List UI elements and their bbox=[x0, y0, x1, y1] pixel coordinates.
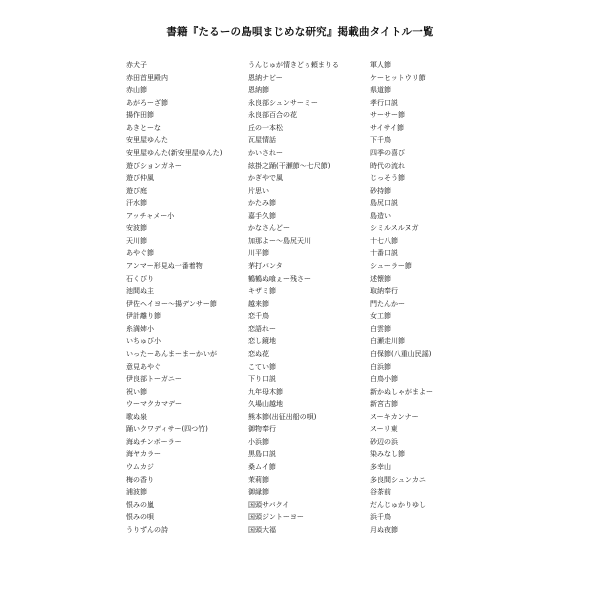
song-title-item: 恋ぬ花 bbox=[248, 349, 269, 358]
song-title-item: 片思い bbox=[248, 186, 269, 195]
song-title-item: 軍人節 bbox=[370, 61, 391, 69]
song-title-item: 池間ぬ主 bbox=[126, 287, 154, 296]
song-title-item: 赤田首里殿内 bbox=[126, 73, 168, 82]
song-title-item: 海ヤカラー bbox=[126, 450, 161, 459]
song-title-item: アンマー形見ぬ一番着物 bbox=[126, 262, 203, 270]
song-title-item: かぎやで風 bbox=[248, 174, 283, 183]
song-title-item: かいされー bbox=[248, 148, 283, 157]
song-title-item: 久場山越地 bbox=[248, 400, 283, 409]
song-title-item: ウムカジ bbox=[126, 463, 154, 471]
song-title-item: 揚作田節 bbox=[126, 111, 154, 120]
song-title-item: 海ぬチンボーラー bbox=[126, 437, 182, 446]
song-title-item: 国頭ジントーヨー bbox=[248, 513, 304, 522]
song-title-item: あがろーざ節 bbox=[126, 98, 168, 107]
song-title-item: 時代の流れ bbox=[370, 161, 405, 170]
song-title-item: 小浜節 bbox=[248, 437, 269, 446]
song-title-item: シミルスルヌガ bbox=[370, 224, 419, 233]
song-title-item: ウーマクカマデー bbox=[126, 400, 182, 409]
song-title-item: うりずんの詩 bbox=[126, 525, 168, 534]
song-title-item: 永良部シュンサーミー bbox=[248, 98, 318, 107]
song-title-item: スーキカンナー bbox=[370, 412, 419, 421]
song-title-item: 九年母木節 bbox=[248, 387, 283, 396]
song-title-item: 熊本節(出征出船の唄) bbox=[248, 412, 317, 421]
song-title-item: 月ぬ夜節 bbox=[370, 525, 398, 534]
song-title-item: 遊びションガネー bbox=[126, 161, 182, 170]
song-title-item: 浦波節 bbox=[126, 488, 147, 497]
song-title-item: 鶴鶴ぬ喰ぇー残さー bbox=[248, 274, 311, 283]
song-title-item: キザミ節 bbox=[248, 287, 276, 296]
song-title-item: 梅の香り bbox=[126, 475, 154, 484]
song-title-item: 丘の一本松 bbox=[248, 123, 283, 132]
song-title-item: 黒島口説 bbox=[248, 450, 276, 459]
song-title-item: 新かぬしゃがまよー bbox=[370, 387, 433, 396]
song-title-item: 意見あやぐ bbox=[126, 362, 161, 371]
song-title-item: 恩納節 bbox=[248, 86, 269, 95]
song-title-item: 下千鳥 bbox=[370, 136, 391, 145]
song-title-item: サイサイ節 bbox=[370, 123, 405, 132]
song-title-item: 浜千鳥 bbox=[370, 513, 391, 522]
song-title-item: 永良部百合の花 bbox=[248, 111, 297, 120]
song-title-item: 汗水節 bbox=[126, 199, 147, 208]
song-title-item: 川平節 bbox=[248, 249, 269, 258]
song-title-item: じっそう節 bbox=[370, 174, 405, 183]
song-title-item: 嘉手久節 bbox=[248, 211, 276, 220]
title-column-3 bbox=[370, 59, 433, 536]
song-title-item: 島尻口説 bbox=[370, 199, 398, 208]
song-title-item: 県道節 bbox=[370, 86, 391, 95]
song-title-item: 石くびり bbox=[126, 274, 154, 283]
song-title-item: 踊いクワディサー(四つ竹) bbox=[126, 425, 208, 434]
song-title-item: いちゅび小 bbox=[126, 337, 161, 346]
song-title-item: 島造い bbox=[370, 211, 391, 220]
song-title-item: 御物奉行 bbox=[248, 425, 276, 434]
song-title-item: アッチャメー小 bbox=[126, 211, 175, 220]
song-title-item: シューラー節 bbox=[370, 262, 412, 270]
song-title-item: スーリ東 bbox=[370, 425, 398, 434]
song-title-item: 白保節(八重山民謡) bbox=[370, 349, 432, 358]
document-title: 書籍『たるーの島唄まじめな研究』掲載曲タイトル一覧 bbox=[166, 26, 434, 38]
song-title-item: 恋語れー bbox=[248, 324, 276, 333]
song-title-item: 女工節 bbox=[370, 312, 391, 321]
song-title-item: 恨みの唄 bbox=[126, 513, 154, 522]
song-title-item: 歌ぬ泉 bbox=[126, 412, 147, 421]
song-title-item: 伊計離り節 bbox=[126, 312, 161, 321]
title-column-2 bbox=[248, 59, 339, 536]
song-title-item: 染みなし節 bbox=[370, 450, 405, 459]
song-title-item: 国頭大福 bbox=[248, 525, 276, 534]
song-title-item: 恋し鏡地 bbox=[248, 337, 276, 346]
song-title-item: 多幸山 bbox=[370, 463, 391, 471]
song-title-item: いったーあんまーまーかいが bbox=[126, 349, 217, 358]
song-title-item: 加那よー～島尻天川 bbox=[248, 236, 311, 245]
song-title-item: 天川節 bbox=[126, 236, 147, 245]
song-title-item: 桑ムイ節 bbox=[248, 463, 276, 471]
song-title-item: 茅打バンタ bbox=[248, 262, 283, 270]
song-title-item: 四季の喜び bbox=[370, 148, 405, 157]
song-title-item: あきとーな bbox=[126, 123, 161, 132]
song-title-item: 新宮古節 bbox=[370, 400, 398, 409]
song-title-item: 遊び庭 bbox=[126, 186, 147, 195]
song-title-item: こてい節 bbox=[248, 362, 276, 371]
song-title-item: 恨みの嵐 bbox=[126, 500, 154, 509]
song-title-item: かなさんどー bbox=[248, 224, 290, 233]
song-title-item: 祝い節 bbox=[126, 387, 147, 396]
song-title-item: 砂辺の浜 bbox=[370, 437, 398, 446]
song-title-item: 茉莉節 bbox=[248, 475, 269, 484]
song-title-item: 門たんかー bbox=[370, 299, 405, 308]
song-title-item: 糸満姉小 bbox=[126, 324, 154, 333]
song-title-item: 多良間シュンカニ bbox=[370, 475, 426, 484]
song-title-item: あやぐ節 bbox=[126, 249, 154, 258]
song-title-item: 白雲節 bbox=[370, 324, 391, 333]
song-title-item: 安波節 bbox=[126, 224, 147, 233]
song-title-item: 砂持節 bbox=[370, 186, 391, 195]
song-title-item: 十番口説 bbox=[370, 249, 398, 258]
song-title-item: 赤山節 bbox=[126, 86, 147, 95]
song-title-item: 越来節 bbox=[248, 299, 269, 308]
song-title-item: 孝行口説 bbox=[370, 98, 398, 107]
song-title-item: 谷茶前 bbox=[370, 488, 391, 497]
song-title-item: 絃掛之踊(干瀬節～七尺節) bbox=[248, 161, 331, 170]
song-title-item: 伊佐ヘイヨー～揚デンサー節 bbox=[126, 299, 217, 308]
song-title-item: 十七八節 bbox=[370, 236, 398, 245]
song-title-item: 恋千鳥 bbox=[248, 312, 269, 321]
song-title-item: 御縁節 bbox=[248, 488, 269, 497]
song-title-item: 瓦屋情話 bbox=[248, 136, 276, 145]
song-title-item: 伊良部トーガニー bbox=[126, 375, 182, 384]
song-title-item: 国頭サバクイ bbox=[248, 500, 290, 509]
song-title-item: 安里屋ゆんた(新安里屋ゆんた) bbox=[126, 148, 223, 157]
song-title-item: 白浜節 bbox=[370, 362, 391, 371]
song-title-item: 恩納ナビー bbox=[248, 73, 283, 82]
song-title-item: 取納奉行 bbox=[370, 287, 398, 296]
song-title-item: ケーヒットウリ節 bbox=[370, 73, 426, 82]
song-title-item: 遊び仲風 bbox=[126, 174, 154, 183]
song-title-item: 白瀬走川節 bbox=[370, 337, 405, 346]
song-title-item: かたみ節 bbox=[248, 199, 276, 208]
song-title-item: 赤犬子 bbox=[126, 61, 147, 69]
song-title-item: 述懐節 bbox=[370, 274, 391, 283]
song-title-item: うんじゅが情きどぅ頼まりる bbox=[248, 61, 339, 69]
song-title-item: 下り口説 bbox=[248, 375, 276, 384]
song-title-item: 白鳥小節 bbox=[370, 375, 398, 384]
title-column-1 bbox=[126, 59, 222, 536]
song-title-item: だんじゅかりゆし bbox=[370, 500, 426, 509]
song-title-item: サーサー節 bbox=[370, 111, 405, 120]
song-title-item: 安里屋ゆんた bbox=[126, 136, 168, 145]
